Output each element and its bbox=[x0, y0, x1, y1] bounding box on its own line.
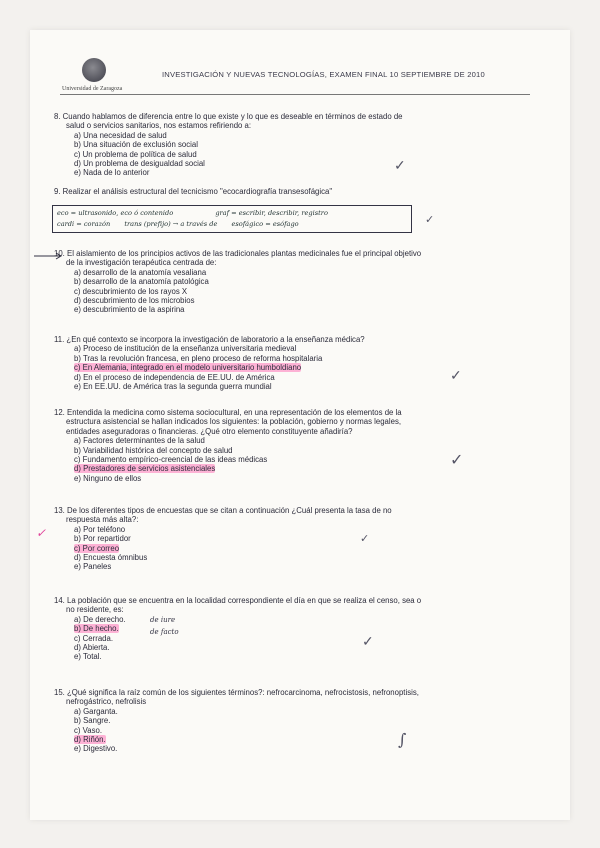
highlighted-answer: c) Por correo bbox=[74, 543, 120, 553]
question-stem: no residente, es: bbox=[66, 605, 124, 615]
answer-option: e) Total. bbox=[74, 652, 102, 662]
answer-option: a) desarrollo de la anatomía vesaliana bbox=[74, 267, 207, 277]
answer-option: c) Cerrada. bbox=[74, 633, 113, 643]
question-stem: 12. Entendida la medicina como sistema sociocultural, en una representación de los elementos de la bbox=[54, 408, 402, 417]
answer-option: b) desarrollo de la anatomía patológica bbox=[74, 277, 209, 287]
question-15 bbox=[54, 688, 524, 754]
answer-option: a) Por teléfono bbox=[74, 524, 126, 534]
question-13 bbox=[54, 506, 524, 572]
answer-option: e) Nada de lo anterior bbox=[74, 168, 150, 178]
question-stem: 11. ¿En qué contexto se incorpora la investigación de laboratorio a la enseñanza médica? bbox=[54, 335, 365, 344]
answer-option: a) Garganta. bbox=[74, 706, 118, 716]
answer-option: e) En EE.UU. de América tras la segunda guerra mundial bbox=[74, 382, 272, 392]
handwritten-note: cardi = corazón bbox=[57, 220, 111, 228]
answer-option: d) Abierta. bbox=[74, 643, 110, 653]
question-stem: salud o servicios sanitarios, nos estamos refiriendo a: bbox=[66, 121, 252, 131]
question-stem: de la investigación terapéutica centrada de: bbox=[66, 258, 217, 268]
header-divider bbox=[60, 94, 530, 95]
exam-page bbox=[30, 30, 570, 820]
question-stem: 14. La población que se encuentra en la localidad correspondiente el día en que se realiza el censo, sea o bbox=[54, 596, 422, 605]
answer-option: a) Proceso de institución de la enseñanza universitaria medieval bbox=[74, 344, 297, 354]
answer-option: e) descubrimiento de la aspirina bbox=[74, 305, 185, 315]
answer-option: c) descubrimiento de los rayos X bbox=[74, 286, 188, 296]
highlighted-answer: b) De hecho. bbox=[74, 624, 119, 634]
answer-option: b) Sangre. bbox=[74, 716, 111, 726]
university-name: Universidad de Zaragoza bbox=[62, 86, 123, 92]
answer-option: d) Un problema de desigualdad social bbox=[74, 159, 205, 169]
handwritten-note: trans (prefijo) → a través de bbox=[124, 220, 218, 228]
highlighted-answer: c) En Alemania, integrado en el modelo universitario humboldiano bbox=[74, 363, 302, 373]
question-stem: entidades aseguradoras o financieras. ¿Qué otro elemento constituyente añadiría? bbox=[66, 426, 353, 436]
answer-option: c) Fundamento empírico-creencial de las ideas médicas bbox=[74, 455, 268, 465]
question-stem: 9. Realizar el análisis estructural del tecnicismo "ecocardiografía transesofágica" bbox=[54, 187, 333, 196]
highlighted-answer: d) Riñón. bbox=[74, 735, 106, 745]
question-stem: 15. ¿Qué significa la raíz común de los siguientes términos?: nefrocarcinoma, nefrocistosis, nefronoptisis, bbox=[54, 688, 419, 697]
check-mark-icon: ✓ bbox=[425, 213, 435, 226]
question-8 bbox=[54, 112, 524, 178]
handwritten-note: de facto bbox=[150, 628, 179, 636]
handwritten-note: de iure bbox=[150, 616, 176, 624]
question-stem: estructura asistencial se hallan indicados los siguientes: la población, gobierno y normas legales, bbox=[66, 417, 402, 427]
highlighted-answer: d) Prestadores de servicios asistenciales bbox=[74, 464, 216, 474]
handwritten-note: eco = ultrasonido, eco ó contenido bbox=[57, 209, 174, 217]
handwritten-answer-box bbox=[52, 205, 412, 233]
answer-option: b) Una situación de exclusión social bbox=[74, 140, 198, 150]
answer-option: a) De derecho. bbox=[74, 614, 126, 624]
question-stem: respuesta más alta?: bbox=[66, 515, 139, 525]
answer-option: c) Vaso. bbox=[74, 725, 103, 735]
check-mark-icon: ∫ bbox=[398, 730, 407, 749]
question-10 bbox=[54, 249, 524, 315]
answer-option: d) descubrimiento de los microbios bbox=[74, 296, 195, 306]
answer-option: b) Variabilidad histórica del concepto de salud bbox=[74, 445, 233, 455]
answer-option: e) Ninguno de ellos bbox=[74, 473, 142, 483]
check-mark-icon: ✓ bbox=[360, 532, 370, 545]
check-mark-icon: ✓ bbox=[362, 634, 374, 650]
answer-option: b) Tras la revolución francesa, en pleno proceso de reforma hospitalaria bbox=[74, 353, 323, 363]
question-14 bbox=[54, 596, 524, 662]
answer-option: c) Un problema de política de salud bbox=[74, 149, 197, 159]
check-mark-icon: ✓ bbox=[450, 450, 464, 469]
check-mark-icon: ✓ bbox=[450, 368, 462, 384]
answer-option: d) Encuesta ómnibus bbox=[74, 553, 148, 563]
question-stem: 13. De los diferentes tipos de encuestas que se citan a continuación ¿Cuál presenta la tasa de no bbox=[54, 506, 392, 515]
check-mark-icon: ✓ bbox=[394, 158, 406, 174]
handwritten-note: esofágico = esófago bbox=[231, 220, 299, 228]
question-12 bbox=[54, 408, 524, 483]
answer-option: d) En el proceso de independencia de EE.UU. de América bbox=[74, 372, 275, 382]
question-stem: nefrogástrico, nefrolisis bbox=[66, 697, 147, 707]
university-seal-icon bbox=[82, 58, 106, 82]
handwritten-note: graf = escribir, describir, registro bbox=[215, 209, 328, 217]
question-stem: 10. El aislamiento de los principios activos de las tradicionales plantas medicinales fue el principal objetivo bbox=[54, 249, 422, 258]
answer-option: a) Factores determinantes de la salud bbox=[74, 436, 205, 446]
answer-option: b) Por repartidor bbox=[74, 534, 131, 544]
answer-option: a) Una necesidad de salud bbox=[74, 130, 167, 140]
exam-header-title: INVESTIGACIÓN Y NUEVAS TECNOLOGÍAS, EXAMEN FINAL 10 SEPTIEMBRE DE 2010 bbox=[162, 70, 485, 79]
answer-option: e) Paneles bbox=[74, 562, 112, 572]
question-stem: 8. Cuando hablamos de diferencia entre lo que existe y lo que es deseable en términos de estado de bbox=[54, 112, 403, 121]
answer-option: e) Digestivo. bbox=[74, 744, 118, 754]
pink-mark-icon: ✓ bbox=[36, 526, 47, 540]
question-9 bbox=[54, 187, 524, 196]
